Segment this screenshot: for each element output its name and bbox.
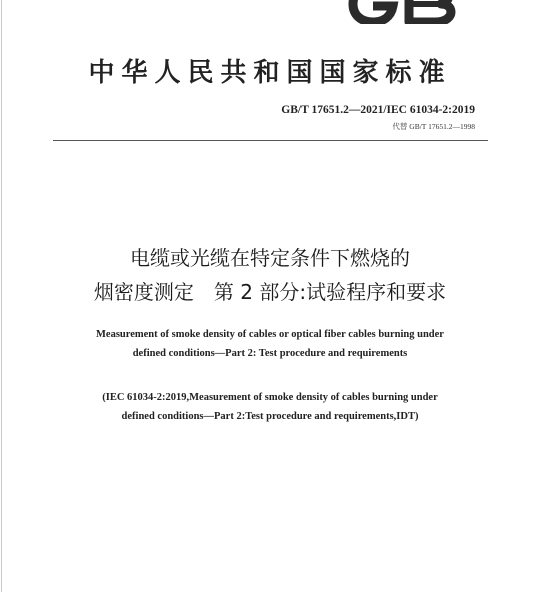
iec-reference-line-1: (IEC 61034-2:2019,Measurement of smoke density of cables burning under	[102, 392, 438, 403]
chinese-title-line-1: 电缆或光缆在特定条件下燃烧的	[130, 246, 410, 270]
organization-title: 中华人民共和国国家标准	[88, 58, 452, 88]
iec-reference	[0, 388, 540, 426]
replaces-note: 代替 GB/T 17651.2—1998	[392, 122, 475, 131]
iec-reference-line-2: defined conditions—Part 2:Test procedure and requirements,IDT)	[121, 411, 419, 422]
standard-number: GB/T 17651.2—2021/IEC 61034-2:2019	[281, 104, 475, 116]
gb-logo-icon	[347, 0, 459, 24]
english-title-line-2: defined conditions—Part 2: Test procedure and requirements	[132, 348, 408, 359]
header-divider	[53, 140, 488, 141]
chinese-title-line-2: 烟密度测定 第 2 部分:试验程序和要求	[93, 280, 447, 304]
english-title	[0, 325, 540, 363]
english-title-line-1: Measurement of smoke density of cables or optical fiber cables burning under	[96, 329, 444, 340]
